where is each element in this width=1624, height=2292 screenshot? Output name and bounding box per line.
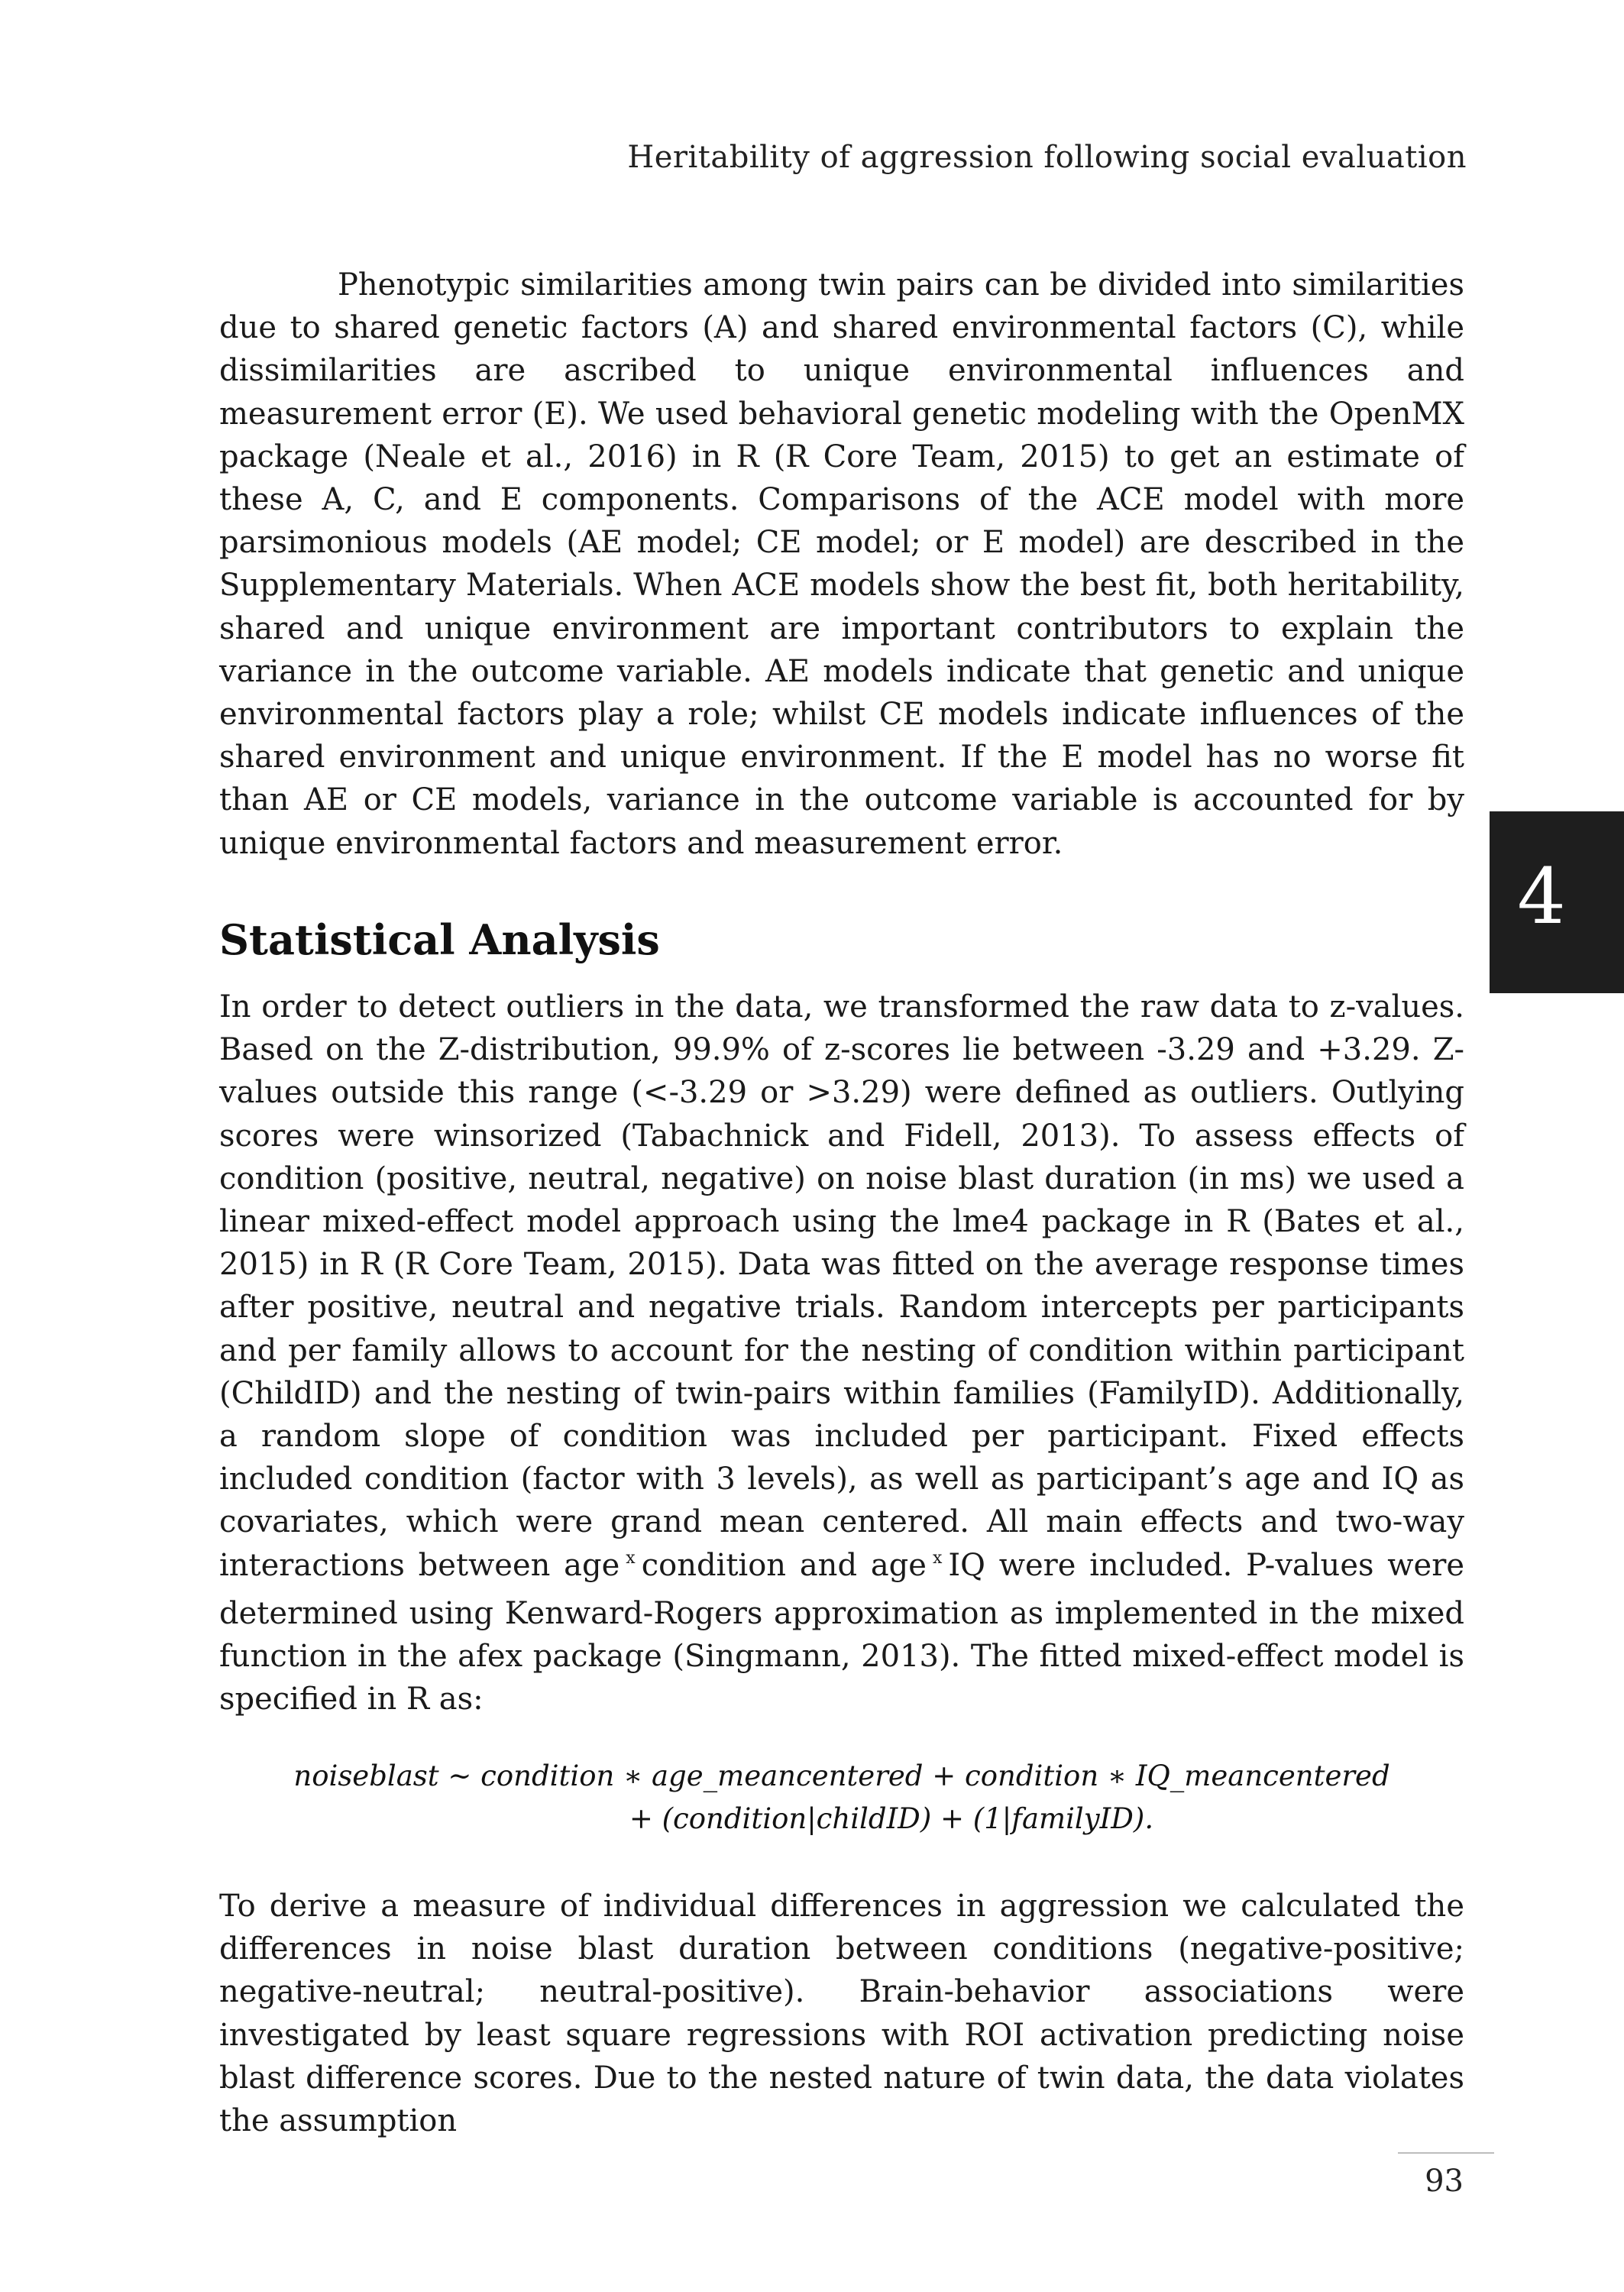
chapter-number: 4 [1517,851,1566,941]
paragraph-individual-differences [219,1885,1464,2142]
section-heading: Statistical Analysis [219,915,660,964]
paragraph-twin-modeling [219,264,1464,865]
equation-line-1: noiseblast ~ condition ∗ age_meancentered + condition ∗ IQ_meancentered [293,1759,1390,1792]
times-superscript: x [932,1548,943,1568]
paragraph-text: Phenotypic similarities among twin pairs can be divided into similarities due to shared genetic factors (A) and shared environmental factors (C), while dissimilarities are ascribed to unique environmental influences and measurement error (E). We used behavioral genetic modeling with the OpenMX package (Neale et al., 2016) in R (R Core Team, 2015) to get an estimate of these A, C, and E components. Comparisons of the ACE model with more parsimonious models (AE model; CE model; or E model) are described in the Supplementary Materials. When ACE models show the best fit, both heritability, shared and unique environment are important contributors to explain the variance in the outcome variable. AE models indicate that genetic and unique environmental factors play a role; whilst CE models indicate influences of the shared environment and unique environment. If the E model has no worse fit than AE or CE models, variance in the outcome variable is accounted for by unique environmental factors and measurement error. [219,267,1464,861]
paragraph-statistical-analysis [219,986,1464,1721]
paragraph-text: IQ were included. P-values were determined using Kenward-Rogers approximation as implemented in the mixed function in the afex package (Singmann, 2013). The fitted mixed-effect model is specified in R as: [219,1547,1464,1717]
equation-line-2: + (condition|childID) + (1|familyID). [629,1802,1154,1835]
paragraph-text: In order to detect outliers in the data, we transformed the raw data to z-values. Based on the Z-distribution, 99.9% of z-scores lie between -3.29 and +3.29. Z-values outside this range (<-3.29 or >3.29) were defined as outliers. Outlying scores were winsorized (Tabachnick and Fidell, 2013). To assess effects of condition (positive, neutral, negative) on noise blast duration (in ms) we used a linear mixed-effect model approach using the lme4 package in R (Bates et al., 2015) in R (R Core Team, 2015). Data was fitted on the average response times after positive, neutral and negative trials. Random intercepts per participants and per family allows to account for the nesting of condition within participant (ChildID) and the nesting of twin-pairs within families (FamilyID). Additionally, a random slope of condition was included per participant. Fixed effects included condition (factor with 3 levels), as well as participant’s age and IQ as covariates, which were grand mean centered. All main effects and two-way interactions between age [219,989,1464,1583]
page-number: 93 [1425,2164,1464,2199]
running-head: Heritability of aggression following social evaluation [627,140,1467,175]
paragraph-text: condition and age [641,1547,927,1583]
paragraph-text: To derive a measure of individual differences in aggression we calculated the differences in noise blast duration between conditions (negative-positive; negative-neutral; neutral-positive). Brain-behavior associations were investigated by least square regressions with ROI activation predicting noise blast difference scores. Due to the nested nature of twin data, the data violates the assumption [219,1889,1464,2139]
chapter-tab [1490,811,1624,993]
footer-divider [1398,2152,1494,2154]
times-superscript: x [626,1548,636,1568]
model-equation [219,1755,1464,1840]
